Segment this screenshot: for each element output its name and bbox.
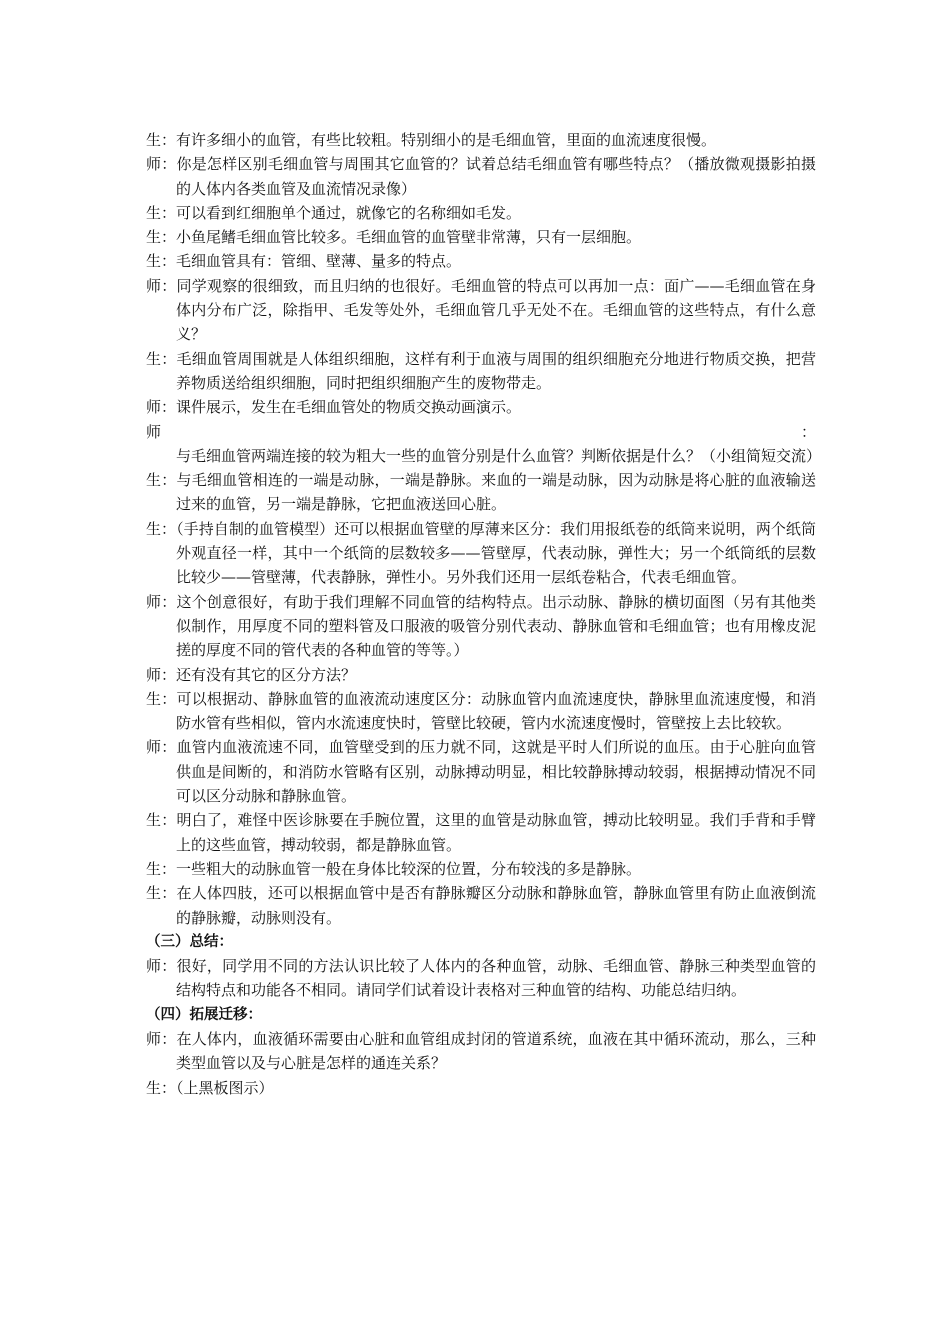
- dialogue-line: [146, 857, 816, 881]
- speaker-label: 生：: [146, 1078, 177, 1097]
- section-heading-summary: （三）总结：: [146, 933, 233, 950]
- speaker-label: 生：: [146, 811, 177, 830]
- dialogue-text: 还有没有其它的区分方法？: [176, 665, 357, 684]
- dialogue-line: [146, 468, 816, 517]
- dialogue-line: [146, 152, 816, 201]
- dialogue-text: 在人体四肢，还可以根据血管中是否有静脉瓣区分动脉和静脉血管，静脉血管里有防止血液倒流的静脉瓣，动脉则没有。: [176, 884, 816, 927]
- dialogue-text: 与毛细血管两端连接的较为粗大一些的血管分别是什么血管？判断依据是什么？（小组简短交流）: [176, 446, 822, 465]
- dialogue-line: [146, 249, 816, 273]
- dialogue-line: [146, 590, 816, 663]
- dialogue-line: [146, 687, 816, 736]
- speaker-label: 生：: [146, 349, 177, 368]
- dialogue-line: [146, 395, 816, 419]
- dialogue-text: 课件展示，发生在毛细血管处的物质交换动画演示。: [176, 398, 522, 417]
- speaker-label: 师：: [146, 398, 177, 417]
- dialogue-line: [146, 517, 816, 590]
- dialogue-text: 小鱼尾鳍毛细血管比较多。毛细血管的血管壁非常薄，只有一层细胞。: [176, 228, 642, 247]
- speaker-label: 师：: [146, 155, 177, 174]
- dialogue-text: （上黑板图示）: [176, 1078, 274, 1097]
- dialogue-text: 可以根据动、静脉血管的血液流动速度区分：动脉血管内血流速度快，静脉里血流速度慢，和消防水管有些相似，管内水流速度快时，管壁比较硬，管内水流速度慢时，管壁按上去比较软。: [176, 689, 816, 733]
- dialogue-text: 毛细血管具有：管细、壁薄、量多的特点。: [176, 252, 462, 271]
- speaker-label: 生：: [146, 471, 177, 490]
- speaker-label: 师：: [146, 665, 177, 684]
- dialogue-line: [146, 808, 816, 857]
- dialogue-line: [146, 881, 816, 930]
- dialogue-text: （手持自制的血管模型）还可以根据血管壁的厚薄来区分：我们用报纸卷的纸筒来说明，两个纸筒外观直径一样，其中一个纸筒的层数较多——管壁厚，代表动脉，弹性大；另一个纸筒纸的层数比较少——管壁薄，代表静脉，弹性小。另外我们还用一层纸卷粘合，代表毛细血管。: [176, 519, 816, 587]
- dialogue-line: [146, 1027, 816, 1076]
- speaker-label: 师：: [146, 957, 177, 976]
- dialogue-line: [146, 225, 816, 249]
- dialogue-line: [146, 201, 816, 225]
- dialogue-text: 毛细血管周围就是人体组织细胞，这样有利于血液与周围的组织细胞充分地进行物质交换，把营养物质送给组织细胞，同时把组织细胞产生的废物带走。: [176, 349, 816, 392]
- dialogue-text: 很好，同学用不同的方法认识比较了人体内的各种血管，动脉、毛细血管、静脉三种类型血管的结构特点和功能各不相同。请同学们试着设计表格对三种血管的结构、功能总结归纳。: [176, 957, 816, 1000]
- dialogue-line: [146, 274, 816, 347]
- speaker-label: 师：: [146, 422, 816, 441]
- speaker-label: 师：: [146, 738, 177, 757]
- dialogue-text: 明白了，难怪中医诊脉要在手腕位置，这里的血管是动脉血管，搏动比较明显。我们手背和手臂上的这些血管，搏动较弱，都是静脉血管。: [176, 811, 816, 854]
- dialogue-text: 你是怎样区别毛细血管与周围其它血管的？试着总结毛细血管有哪些特点？（播放微观摄影拍摄的人体内各类血管及血流情况录像）: [176, 155, 816, 198]
- lesson-transcript: [146, 128, 822, 1100]
- speaker-label: 生：: [146, 859, 177, 878]
- dialogue-text: 可以看到红细胞单个通过，就像它的名称细如毛发。: [176, 203, 522, 222]
- dialogue-line: [146, 954, 816, 1003]
- speaker-label: 生：: [146, 203, 177, 222]
- dialogue-line: [146, 347, 816, 396]
- speaker-label: 生：: [146, 252, 177, 271]
- dialogue-line: [146, 128, 816, 152]
- dialogue-text: 同学观察的很细致，而且归纳的也很好。毛细血管的特点可以再加一点：面广——毛细血管在身体内分布广泛，除指甲、毛发等处外，毛细血管几乎无处不在。毛细血管的这些特点，有什么意义？: [176, 276, 816, 344]
- speaker-label: 生：: [146, 131, 177, 149]
- dialogue-text: 这个创意很好，有助于我们理解不同血管的结构特点。出示动脉、静脉的横切面图（另有其他类似制作，用厚度不同的塑料管及口服液的吸管分别代表动、静脉血管和毛细血管；也有用橡皮泥搓的厚度不同的管代表的各种血管的等等。）: [176, 592, 816, 660]
- dialogue-text: 与毛细血管相连的一端是动脉，一端是静脉。来血的一端是动脉，因为动脉是将心脏的血液输送过来的血管，另一端是静脉，它把血液送回心脏。: [176, 471, 816, 514]
- speaker-label: 师：: [146, 1029, 177, 1048]
- speaker-label: 生：: [146, 884, 177, 903]
- dialogue-text: 在人体内，血液循环需要由心脏和血管组成封闭的管道系统，血液在其中循环流动，那么，三种类型血管以及与心脏是怎样的通连关系？: [176, 1029, 816, 1073]
- speaker-label: 生：: [146, 689, 177, 708]
- speaker-label: 师：: [146, 592, 177, 611]
- speaker-label: 师：: [146, 276, 177, 295]
- dialogue-line: [146, 663, 816, 687]
- speaker-label: 生：: [146, 519, 177, 538]
- dialogue-text: 有许多细小的血管，有些比较粗。特别细小的是毛细血管，里面的血流速度很慢。: [176, 131, 717, 149]
- dialogue-text: 血管内血液流速不同，血管壁受到的压力就不同，这就是平时人们所说的血压。由于心脏向血管供血是间断的，和消防水管略有区别，动脉搏动明显，相比较静脉搏动较弱，根据搏动情况不同可以区分动脉和静脉血管。: [176, 738, 816, 806]
- dialogue-line: [146, 735, 816, 808]
- section-heading-extension: （四）拓展迁移：: [146, 1006, 262, 1023]
- speaker-label: 生：: [146, 228, 177, 247]
- dialogue-line: [146, 1076, 816, 1100]
- dialogue-text: 一些粗大的动脉血管一般在身体比较深的位置，分布较浅的多是静脉。: [176, 859, 642, 878]
- dialogue-line: [146, 420, 822, 469]
